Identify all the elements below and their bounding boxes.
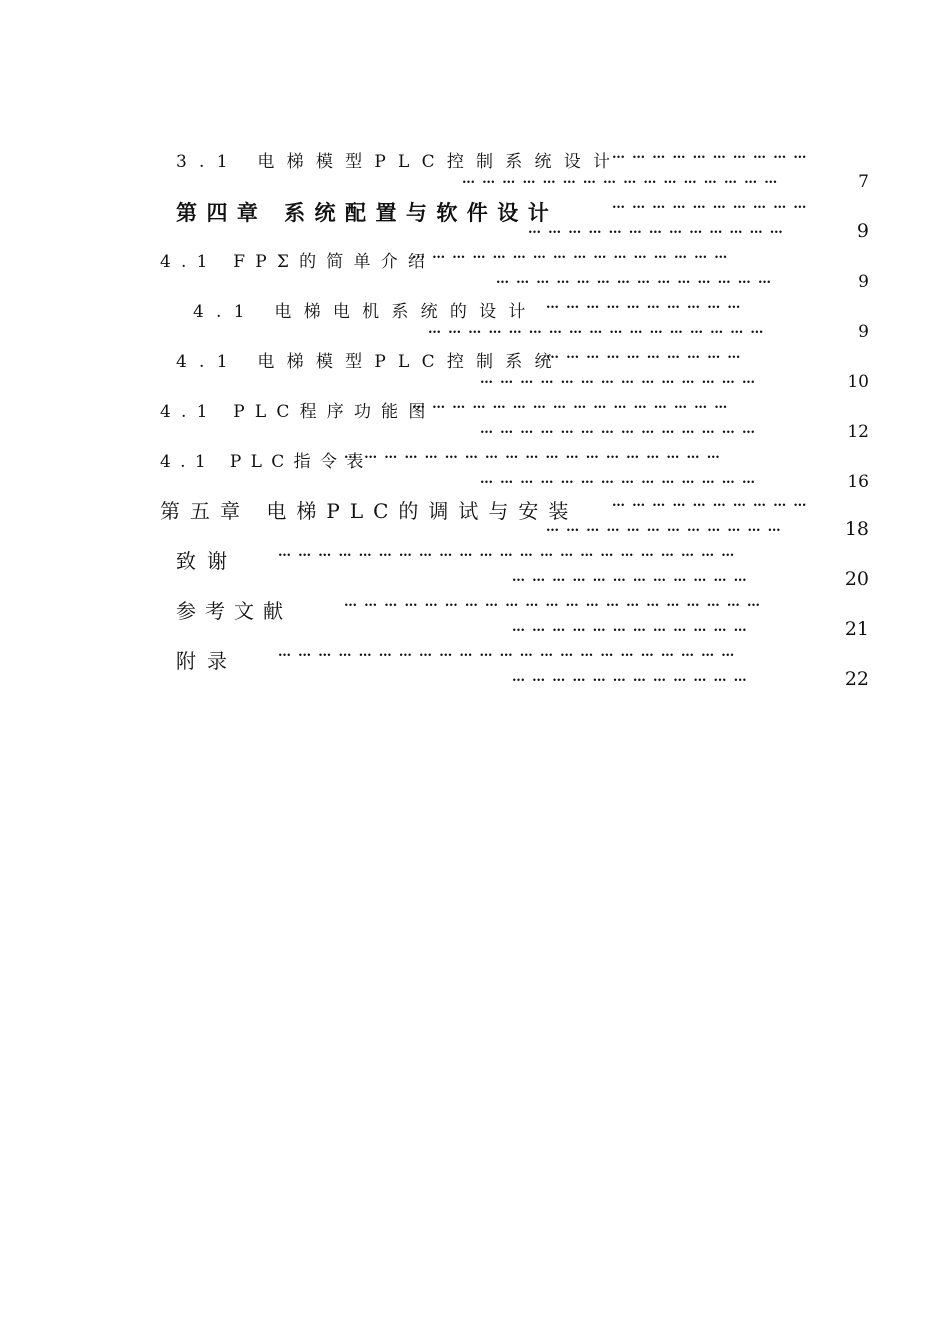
leader-dots: ………………………………………………… [344, 447, 727, 462]
toc-page-number: 22 [844, 668, 869, 690]
toc-entry[interactable] [0, 495, 950, 545]
toc-entry[interactable] [0, 545, 950, 595]
toc-page-number: 18 [844, 518, 869, 540]
toc-entry-title: 4.1 PLC程序功能图 [160, 402, 436, 422]
leader-dots: ………………………………… [528, 222, 790, 237]
toc-page-number: 20 [844, 568, 869, 590]
leader-dots: …………………………………… [480, 472, 763, 487]
toc-entry-title: 4.1 电梯模型PLC控制系统 [176, 352, 564, 372]
toc-entry-title: 附录 [176, 649, 238, 673]
toc-entry-title: 3.1 电梯模型PLC控制系统设计 [176, 152, 623, 172]
toc-entry-title: 4.1 电梯电机系统的设计 [193, 302, 538, 322]
leader-dots: ……………………………… [546, 520, 788, 535]
leader-dots: …………………………………… [496, 272, 779, 287]
toc-page-number: 21 [844, 618, 869, 640]
leader-dots: ………………………… [612, 197, 814, 212]
toc-entry-title: 参考文献 [176, 599, 292, 623]
toc-entry[interactable] [0, 347, 950, 397]
toc-page-number: 16 [847, 472, 869, 492]
leader-dots: …………………………………… [480, 422, 763, 437]
toc-entry[interactable] [0, 397, 950, 447]
leader-dots: ……………………………… [512, 670, 754, 685]
toc-entry-title: 第五章 电梯PLC的调试与安装 [160, 499, 579, 523]
leader-dots: ………………………………………… [412, 247, 735, 262]
leader-dots: …………………………………… [480, 372, 763, 387]
leader-dots: ………………………… [546, 347, 748, 362]
toc-page-number: 12 [847, 422, 869, 442]
toc-page-number: 9 [858, 272, 869, 292]
toc-entry-title: 4.1 FPΣ的简单介绍 [160, 252, 436, 272]
leader-dots: ……………………………………………………… [344, 595, 768, 610]
toc-entry-title: 4.1 PLC指令表 [160, 452, 373, 472]
leader-dots: …………………………………………………………… [278, 645, 742, 660]
toc-page-number: 10 [847, 372, 869, 392]
leader-dots: ………………………… [612, 495, 814, 510]
toc-entry-title: 致谢 [176, 549, 238, 573]
toc-entry[interactable] [0, 595, 950, 645]
toc-page-number: 9 [856, 220, 869, 242]
toc-entry[interactable] [0, 197, 950, 247]
leader-dots: …………………………………………… [428, 322, 771, 337]
toc-page-number: 7 [858, 172, 869, 192]
toc-entry[interactable] [0, 147, 950, 197]
toc-entry[interactable] [0, 247, 950, 297]
leader-dots: ………………………… [612, 147, 814, 162]
leader-dots: ………………………………………… [462, 172, 785, 187]
leader-dots: ……………………………… [512, 570, 754, 585]
leader-dots: ………………………………………… [412, 397, 735, 412]
toc-entry[interactable] [0, 297, 950, 347]
leader-dots: …………………………………………………………… [278, 545, 742, 560]
toc-page-number: 9 [858, 322, 869, 342]
toc-entry[interactable] [0, 447, 950, 497]
toc-entry-title: 第四章 系统配置与软件设计 [176, 200, 559, 225]
leader-dots: ……………………………… [512, 620, 754, 635]
leader-dots: ………………………… [546, 297, 748, 312]
toc-entry[interactable] [0, 645, 950, 695]
